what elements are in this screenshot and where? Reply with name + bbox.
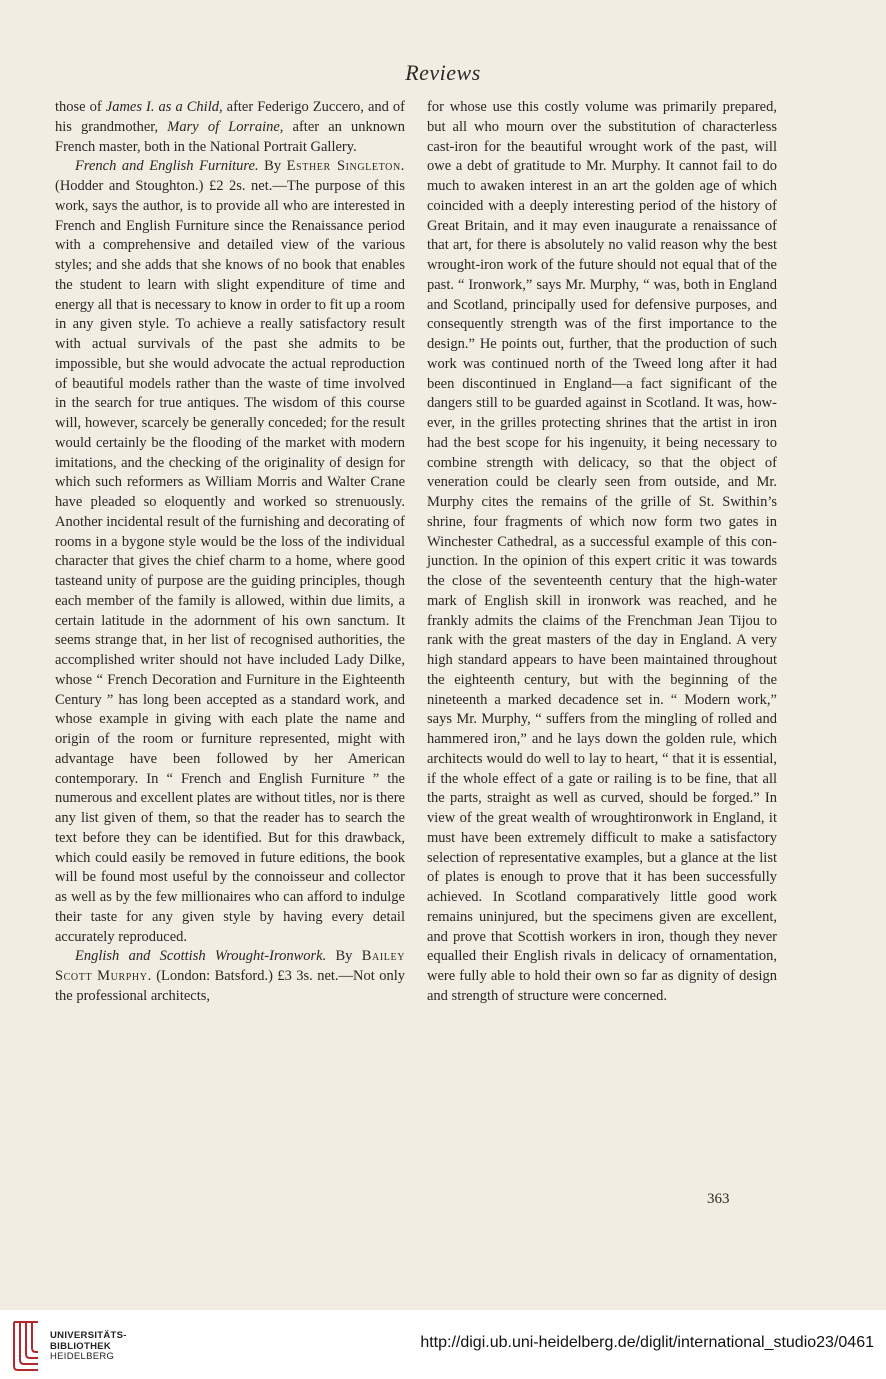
running-title: Reviews [405, 60, 481, 85]
paragraph-continuation: those of James I. as a Child, after Federigo Zuccero, and of his grandmother, Mary of Lorraine, after an unknown French master, both in the National Portrait Gallery. [55, 99, 406, 155]
review-french-english-furniture: French and English Furniture. By Esther Singleton. (Hodder and Stoughton.) £2 2s. net.—The purpose of this work, says the author, is to provide all who are interested in French and English Furniture since the Renaissance period with a comprehensive and detailed view of the various styles; and she adds that she knows of no book that enables the student to learn with slight expenditure of time and energy all that is necessary to know in order to fit up a room in any given style. To achieve a really satisfactory result with actual survivals of the past she admits to be impossible, but she would advocate the actual reproduction of beautiful models rather than the waste of time involved in the search for true antiques. The wisdom of this course will, however, scarcely be generally conceded; for the result would certainly be the flooding of the market with modern imitations, and the checking of the originality of design for which such reformers as William Morris and Walter Crane have pleaded so eloquently and worked so strenuously. Another incidental result of the furnishing and decorating of rooms in a bygone style would be the loss of the individual character that gives the chief charm to a home, where good tasteand unity of purpose are the guiding principles, though each member of the family is allowed, within due limits, a certain latitude in the adornment of his own sanctum. It seems strange that, in her list of recognised authorities, the accomplished writer should not have included Lady Dilke, whose “ French Decoration and Furniture in the Eighteenth Century ” has long been accepted as a standard work, and whose example in giving with each plate the name and origin of the room or furniture represented, might with advantage have been followed by her American contemporary. In “ French and English Furniture ” the numerous and excellent plates are without titles, nor is there any list given of them, so that the reader has to search the text before they can be identified. But for this drawback, which could easily be removed in future editions, the book will be found most useful by the connoisseur and collector as well as by the few millionaires who can afford to indulge their taste for any given style by having every detail accurately reproduced. [55, 158, 405, 945]
book-title: French and English Furniture. [75, 158, 259, 175]
university-library-logo-icon [10, 1320, 42, 1372]
digitization-footer [0, 1310, 886, 1379]
review-wrought-ironwork-continued: for whose use this costly volume was primarily prepared, but all who mourn over the substitution of characterless cast-iron for the beautiful wrought work of the past, will owe a debt of gratitude to Mr. Murphy. It cannot fail to do much to awaken interest in an art the golden age of which coincided with a deeply interesting period of the history of Great Britain, and it may even inaugurate a renaissance of that art, for there is absolutely no valid reason why the best wrought-iron work of the future should not equal that of the past. “ Ironwork,” says Mr. Murphy, “ was, both in England and Scotland, principally used for defensive purposes, and consequently strength was of the first importance to the design.” He points out, further, that the production of such work was continued north of the Tweed long after it had been discontinued in England—a fact significant of the dangers still to be guarded against in Scotland. It was, however, in the grilles protecting shrines that the artist in iron had the best scope for his ingenuity, it being necessary to combine strength with delicacy, so that the object of veneration could be clearly seen from outside, and Mr. Murphy cites the remains of the grille of St. Swithin’s shrine, four fragments of which now form two gates in Winchester Cathedral, as a successful example of this conjunction. In the opinion of this expert critic it was towards the close of the seventeenth century that the high-water mark of English skill in ironwork was reached, and he frankly admits the claims of the Frenchman Jean Tijou to rank with the great masters of the day in England. A very high standard appears to have been maintained throughout the eighteenth century, but with the beginning of the nineteenth a marked decadence set in. “ Modern work,” says Mr. Murphy, “ suffers from the mingling of rolled and hammered iron,” and he lays down the golden rule, which architects would do well to lay to heart, “ that it is essential, if the whole effect of a gate or railing is to be fine, that all the parts, straight as well as curved, should be forged.” In view of the great wealth of wroughtironwork in England, it must have been extremely difficult to make a satisfactory selection of representative examples, but a glance at the list of plates is enough to prove that it has been successfully achieved. In Scotland comparatively little good work remains uninjured, but the specimens given are excellent, and prove that Scottish workers in iron, though they never equalled their English rivals in delicacy of ornamentation, were fully able to hold their own so far as dignity of design and strength of structure were concerned. [427, 99, 777, 1004]
source-url-link[interactable]: http://digi.ub.uni-heidelberg.de/diglit/international_studio23/0461 [420, 1334, 874, 1351]
left-column [55, 98, 405, 1007]
right-column [427, 98, 777, 1007]
book-title: English and Scottish Wrought-Ironwork. [75, 948, 327, 965]
review-wrought-ironwork-start: English and Scottish Wrought-Ironwork. By Bailey Scott Murphy. (London: Batsford.) £3 3s. net.—Not only the professional architects, [55, 948, 406, 1004]
library-name: UNIVERSITÄTS- BIBLIOTHEK HEIDELBERG [50, 1330, 127, 1362]
book-author: Bailey Scott Murphy. [55, 948, 406, 984]
book-author: Esther Singleton. [286, 158, 405, 175]
page-number: 363 [707, 1191, 730, 1207]
